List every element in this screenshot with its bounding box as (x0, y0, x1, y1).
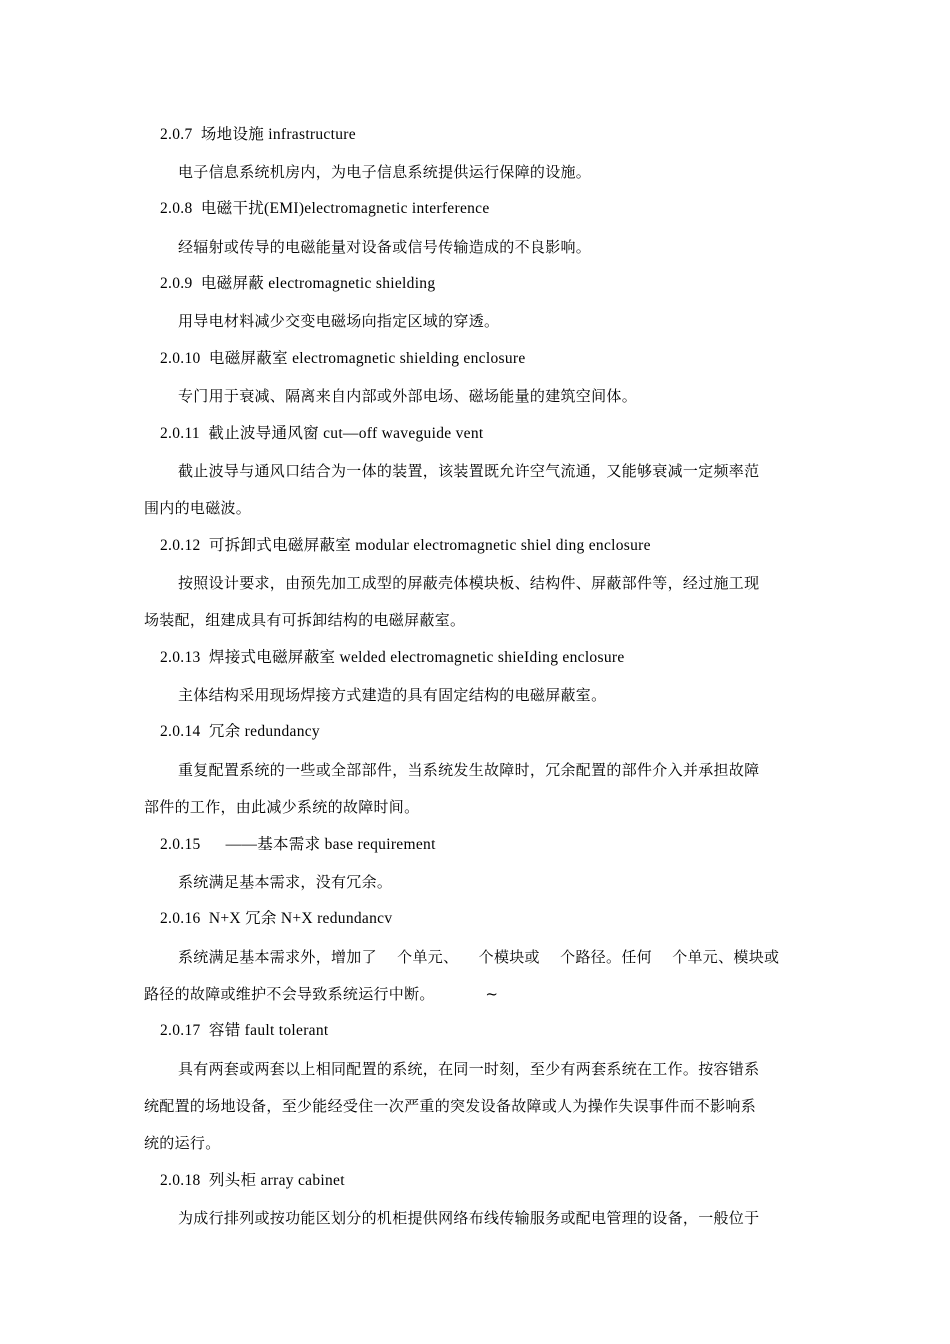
term-heading: 2.0.14 冗余 redundancy (160, 723, 320, 740)
term-definition: 用导电材料减少交变电磁场向指定区域的穿透。 (178, 312, 500, 330)
term-definition-continued: 部件的工作，由此减少系统的故障时间。 (144, 798, 420, 816)
term-heading: 2.0.10 电磁屏蔽室 electromagnetic shielding enclosure (160, 350, 526, 367)
term-heading: 2.0.11 截止波导通风窗 cut—off waveguide vent (160, 425, 484, 442)
term-definition-continued: 统配置的场地设备，至少能经受住一次严重的突发设备故障或人为操作失误事件而不影响系 (144, 1097, 757, 1115)
term-definition: 电子信息系统机房内，为电子信息系统提供运行保障的设施。 (178, 163, 592, 181)
term-definition: 为成行排列或按功能区划分的机柜提供网络布线传输服务或配电管理的设备，一般位于 (178, 1209, 760, 1227)
term-heading: 2.0.13 焊接式电磁屏蔽室 welded electromagnetic shieIding enclosure (160, 649, 625, 666)
term-definition: 专门用于衰减、隔离来自内部或外部电场、磁场能量的建筑空间体。 (178, 387, 638, 405)
term-heading: 2.0.18 列头柜 array cabinet (160, 1172, 345, 1189)
term-definition: 截止波导与通风口结合为一体的装置，该装置既允许空气流通，又能够衰减一定频率范 (178, 462, 760, 480)
term-definition: 按照设计要求，由预先加工成型的屏蔽壳体模块板、结构件、屏蔽部件等，经过施工现 (178, 574, 760, 592)
term-heading: 2.0.16 N+X 冗余 N+X redundancv (160, 910, 393, 927)
term-definition: 系统满足基本需求，没有冗余。 (178, 873, 393, 891)
term-definition: 主体结构采用现场焊接方式建造的具有固定结构的电磁屏蔽室。 (178, 686, 607, 704)
term-definition: 系统满足基本需求外，增加了 个单元、 个模块或 个路径。任何 个单元、模块或 (178, 948, 780, 966)
term-heading: 2.0.12 可拆卸式电磁屏蔽室 modular electromagnetic shiel ding enclosure (160, 537, 651, 554)
term-definition-continued: 围内的电磁波。 (144, 499, 252, 517)
term-heading: 2.0.17 容错 fault tolerant (160, 1022, 329, 1039)
term-definition: 经辐射或传导的电磁能量对设备或信号传输造成的不良影响。 (178, 238, 592, 256)
term-heading: 2.0.15 ——基本需求 base requirement (160, 836, 436, 853)
term-definition: 重复配置系统的一些或全部部件，当系统发生故障时，冗余配置的部件介入并承担故障 (178, 761, 760, 779)
term-definition-continued: 统的运行。 (144, 1134, 221, 1152)
term-heading: 2.0.8 电磁干扰(EMI)electromagnetic interference (160, 200, 490, 217)
term-definition-continued: 场装配，组建成具有可拆卸结构的电磁屏蔽室。 (144, 611, 466, 629)
term-definition: 具有两套或两套以上相同配置的系统，在同一时刻，至少有两套系统在工作。按容错系 (178, 1060, 760, 1078)
term-heading: 2.0.7 场地设施 infrastructure (160, 126, 356, 143)
term-heading: 2.0.9 电磁屏蔽 electromagnetic shielding (160, 275, 436, 292)
term-definition-continued: 路径的故障或维护不会导致系统运行中断。 ~ (144, 985, 499, 1003)
